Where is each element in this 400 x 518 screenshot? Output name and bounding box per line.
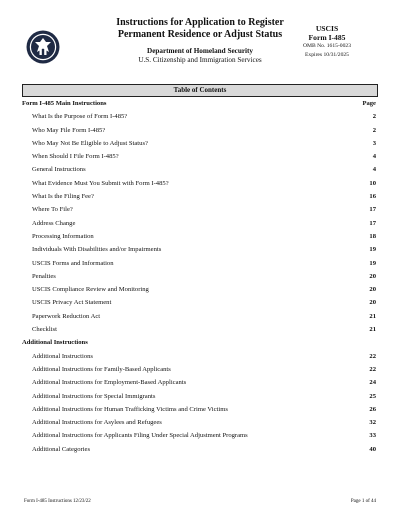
toc-entry-label[interactable]: Additional Instructions for Employment-Based Applicants <box>32 379 187 387</box>
toc-entry[interactable] <box>22 137 378 150</box>
toc-entry-label[interactable]: Additional Instructions for Special Immigrants <box>32 392 156 400</box>
title-line-2: Permanent Residence or Adjust Status <box>117 28 283 40</box>
toc-entry-page: 33 <box>369 432 376 440</box>
toc-entry[interactable] <box>22 429 378 442</box>
toc-entry-page: 18 <box>369 232 376 240</box>
form-identifier <box>282 25 372 59</box>
toc-entry[interactable] <box>22 150 378 163</box>
title-line-1: Instructions for Application to Register <box>116 17 284 28</box>
toc-entry-page: 4 <box>372 166 376 174</box>
toc-entry-page: 32 <box>369 419 376 427</box>
toc-entry[interactable] <box>22 230 378 243</box>
toc-entry[interactable] <box>22 443 378 456</box>
toc-entry-page: 40 <box>369 445 376 453</box>
toc-entry-page: 21 <box>369 326 376 334</box>
toc-entry[interactable] <box>22 296 378 309</box>
toc-entry-page: 17 <box>369 219 376 227</box>
toc-entry[interactable] <box>22 270 378 283</box>
toc-entry-label[interactable]: USCIS Compliance Review and Monitoring <box>32 286 149 294</box>
footer-form-edition: Form I-485 Instructions 12/23/22 <box>24 499 91 504</box>
toc-entry-label[interactable]: Additional Instructions for Asylees and Refugees <box>32 419 162 427</box>
toc-entry[interactable] <box>22 163 378 176</box>
toc-entry-label[interactable]: USCIS Privacy Act Statement <box>32 299 112 307</box>
toc-entry[interactable] <box>22 323 378 336</box>
toc-entry-page: 19 <box>369 246 376 254</box>
toc-entry[interactable] <box>22 217 378 230</box>
toc-entry-label[interactable]: What Is the Purpose of Form I-485? <box>32 113 128 121</box>
toc-section-main <box>22 97 378 110</box>
toc-entry[interactable] <box>22 390 378 403</box>
toc-entry-page: 22 <box>369 352 376 360</box>
toc-entry-label[interactable]: Additional Instructions for Applicants Filing Under Special Adjustment Programs <box>32 432 248 440</box>
toc-entry-page: 21 <box>369 312 376 320</box>
section-title: Additional Instructions <box>22 339 88 347</box>
toc-entry-label[interactable]: What Evidence Must You Submit with Form I-485? <box>32 179 169 187</box>
toc-entry[interactable] <box>22 177 378 190</box>
toc-entry-label[interactable]: Processing Information <box>32 232 94 240</box>
toc-entry[interactable] <box>22 110 378 123</box>
toc-entry-page: 22 <box>369 365 376 373</box>
toc-entry-label[interactable]: Address Change <box>32 219 76 227</box>
toc-entry-page: 19 <box>369 259 376 267</box>
toc-entry[interactable] <box>22 190 378 203</box>
toc-entry[interactable] <box>22 416 378 429</box>
toc-entry-label[interactable]: Who May File Form I-485? <box>32 126 106 134</box>
toc-entry-page: 26 <box>369 405 376 413</box>
toc-entry-label[interactable]: What Is the Filing Fee? <box>32 193 94 201</box>
toc-entry[interactable] <box>22 350 378 363</box>
toc-entry-page: 17 <box>369 206 376 214</box>
toc-entry-label[interactable]: Additional Instructions for Human Trafficking Victims and Crime Victims <box>32 405 228 413</box>
toc-section-additional <box>22 336 378 349</box>
toc-entry-page: 4 <box>372 153 376 161</box>
toc-entry-page: 2 <box>372 126 376 134</box>
toc-entry-page: 20 <box>369 286 376 294</box>
toc-entry-label[interactable]: Where To File? <box>32 206 73 214</box>
toc-entry-label[interactable]: Additional Instructions <box>32 352 93 360</box>
toc-entry[interactable] <box>22 257 378 270</box>
toc-entry[interactable] <box>22 124 378 137</box>
toc-entry-label[interactable]: Individuals With Disabilities and/or Impairments <box>32 246 162 254</box>
toc-entry-label[interactable]: USCIS Forms and Information <box>32 259 114 267</box>
toc-entry[interactable] <box>22 376 378 389</box>
toc-entry-page: 16 <box>369 193 376 201</box>
toc-entry-page: 24 <box>369 379 376 387</box>
toc-entry-page: 20 <box>369 272 376 280</box>
agency-name: U.S. Citizenship and Immigration Services <box>138 56 262 64</box>
toc-entry[interactable] <box>22 203 378 216</box>
toc-entry-page: 25 <box>369 392 376 400</box>
toc-entry[interactable] <box>22 243 378 256</box>
toc-entry-label[interactable]: General Instructions <box>32 166 86 174</box>
footer-page-number: Page 1 of 44 <box>350 499 376 504</box>
toc-entry[interactable] <box>22 310 378 323</box>
form-number: Form I-485 <box>308 32 346 42</box>
toc-entry-label[interactable]: Additional Instructions for Family-Based Applicants <box>32 365 171 373</box>
table-of-contents <box>22 97 378 456</box>
toc-heading: Table of Contents <box>22 84 378 97</box>
toc-entry[interactable] <box>22 363 378 376</box>
omb-number: OMB No. 1615-0023 <box>302 43 351 49</box>
toc-entry-page: 2 <box>372 113 376 121</box>
toc-entry-label[interactable]: Who May Not Be Eligible to Adjust Status? <box>32 139 148 147</box>
toc-entry-label[interactable]: Paperwork Reduction Act <box>32 312 101 320</box>
expiration-date: Expires 10/31/2025 <box>305 51 349 58</box>
toc-entry-label[interactable]: Penalties <box>32 272 56 280</box>
toc-entry-label[interactable]: Checklist <box>32 326 57 334</box>
department-name: Department of Homeland Security <box>147 47 253 55</box>
toc-entry-page: 20 <box>369 299 376 307</box>
toc-entry-label[interactable]: When Should I File Form I-485? <box>32 153 119 161</box>
toc-entry[interactable] <box>22 283 378 296</box>
toc-entry-label[interactable]: Additional Categories <box>32 445 91 453</box>
toc-entry-page: 3 <box>372 139 376 147</box>
section-title: Form I-485 Main Instructions <box>22 100 107 107</box>
agency-abbr: USCIS <box>315 24 339 33</box>
page-column-label: Page <box>362 100 376 107</box>
toc-entry-page: 10 <box>369 179 376 187</box>
toc-entry[interactable] <box>22 403 378 416</box>
